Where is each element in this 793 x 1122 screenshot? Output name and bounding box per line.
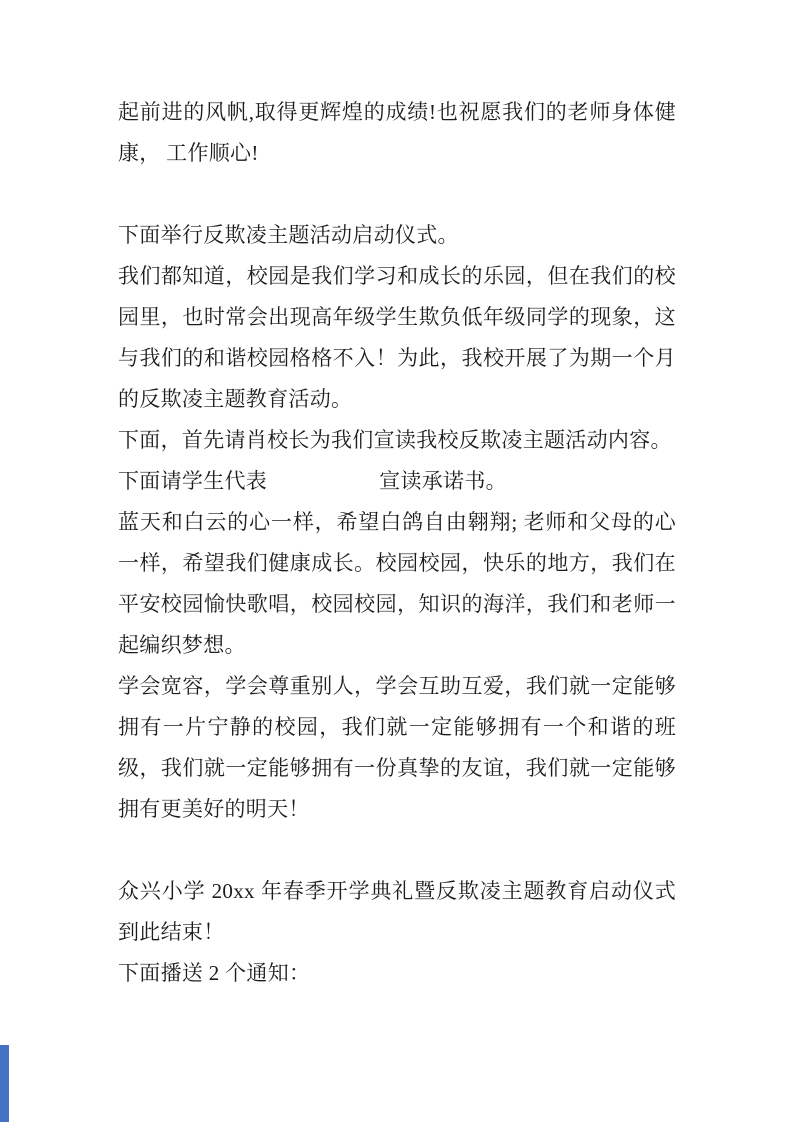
- paragraph: 蓝天和白云的心一样，希望白鸽自由翱翔; 老师和父母的心一样，希望我们健康成长。校园校园，快乐的地方，我们在平安校园愉快歌唱，校园校园，知识的海洋，我们和老师一起编织梦想。: [118, 510, 676, 657]
- paragraph: 众兴小学 20xx 年春季开学典礼暨反欺凌主题教育启动仪式到此结束！: [118, 879, 676, 944]
- paragraph: 学会宽容，学会尊重别人，学会互助互爱，我们就一定能够拥有一片宁静的校园，我们就一定能够拥有一个和谐的班级，我们就一定能够拥有一份真挚的友谊，我们就一定能够拥有更美好的明天！: [118, 674, 676, 821]
- paragraph: 下面，首先请肖校长为我们宣读我校反欺凌主题活动内容。: [118, 428, 672, 452]
- paragraph: 下面播送 2 个通知：: [118, 961, 311, 985]
- blank-line: [118, 174, 676, 215]
- paragraph: 下面举行反欺凌主题活动启动仪式。: [118, 223, 459, 247]
- selection-stripe-artifact: [0, 1045, 9, 1122]
- blank-line: [118, 830, 676, 871]
- paragraph: 我们都知道，校园是我们学习和成长的乐园，但在我们的校园里，也时常会出现高年级学生欺负低年级同学的现象，这与我们的和谐校园格格不入！为此，我校开展了为期一个月的反欺凌主题教育活动。: [118, 264, 676, 411]
- document-text-block: [118, 92, 676, 994]
- paragraph: 下面请学生代表 宣读承诺书。: [118, 469, 507, 493]
- paragraph: 起前进的风帆,取得更辉煌的成绩!也祝愿我们的老师身体健康， 工作顺心!: [118, 100, 676, 165]
